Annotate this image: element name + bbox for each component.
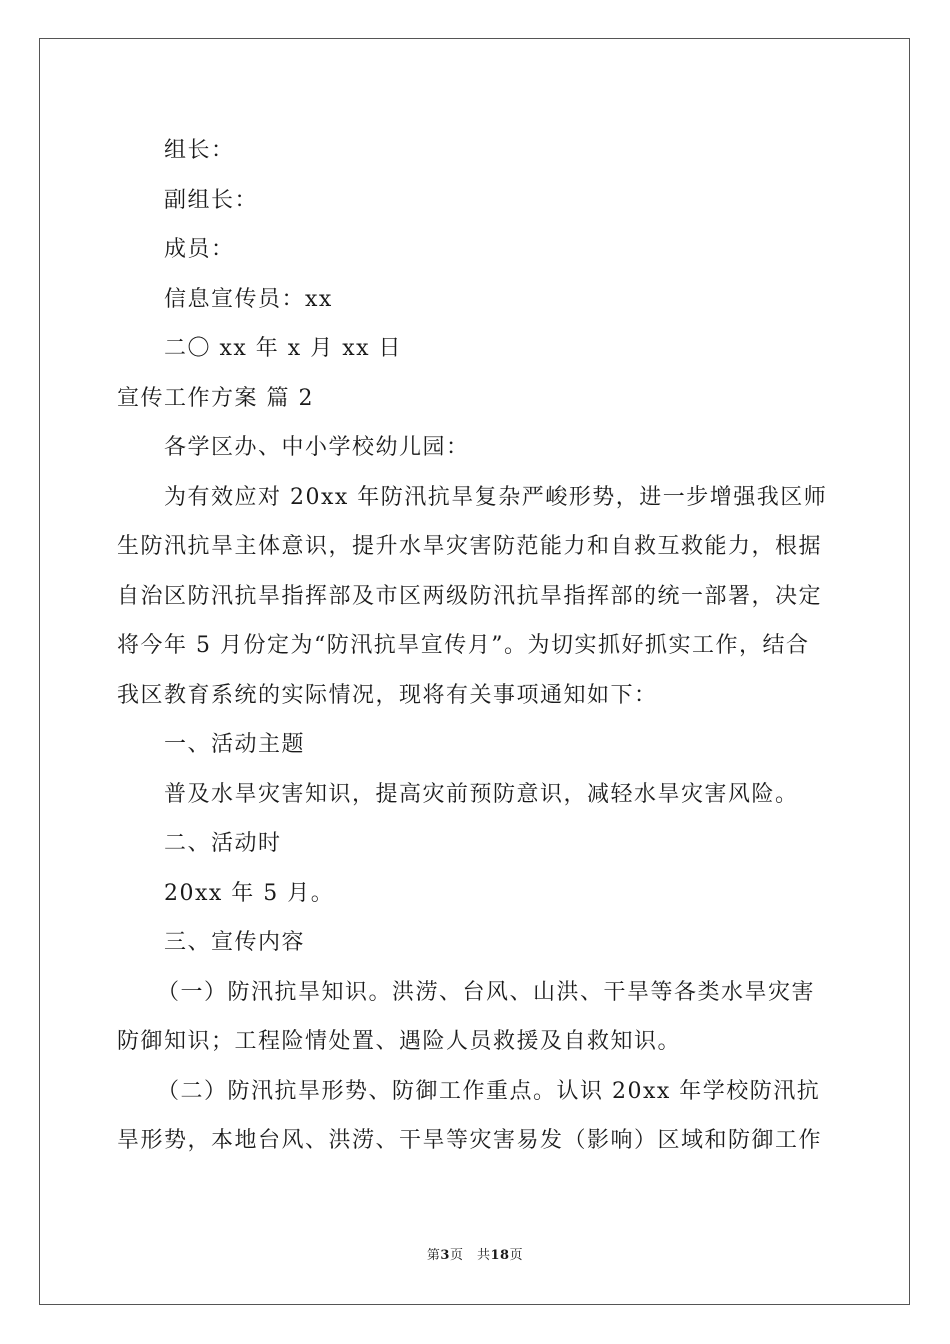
paragraph-line: （一）防汛抗旱知识。洪涝、台风、山洪、干旱等各类水旱灾害 [157, 979, 816, 1005]
footer-prefix: 第 [426, 1248, 441, 1263]
footer-page-current: 3 [440, 1248, 450, 1263]
paragraph-line: 为有效应对 20xx 年防汛抗旱复杂严峻形势，进一步增强我区师 [164, 484, 828, 510]
text-line-leader: 组长： [164, 138, 235, 163]
subheading-content: 三、宣传内容 [164, 930, 306, 955]
paragraph-line: 我区教育系统的实际情况，现将有关事项通知如下： [117, 682, 658, 708]
paragraph-line: （二）防汛抗旱形势、防御工作重点。认识 20xx 年学校防汛抗 [157, 1078, 821, 1104]
text-line-members: 成员： [164, 237, 235, 262]
footer-page-total: 18 [490, 1248, 510, 1263]
page-footer [0, 1244, 950, 1263]
document-body [117, 126, 837, 1166]
text-line-date: 二〇 xx 年 x 月 xx 日 [164, 336, 402, 361]
text-line-publicist: 信息宣传员：xx [164, 286, 333, 312]
paragraph-line: 防御知识；工程险情处置、遇险人员救援及自救知识。 [117, 1029, 682, 1054]
text-line-deputy-leader: 副组长： [164, 187, 259, 213]
paragraph-line: 普及水旱灾害知识，提高灾前预防意识，减轻水旱灾害风险。 [164, 781, 799, 807]
text-line-addressee: 各学区办、中小学校幼儿园： [164, 435, 470, 460]
section-heading: 宣传工作方案 篇 2 [117, 385, 314, 411]
paragraph-line: 自治区防汛抗旱指挥部及市区两级防汛抗旱指挥部的统一部署，决定 [117, 583, 823, 609]
paragraph-line: 生防汛抗旱主体意识，提升水旱灾害防范能力和自救互救能力，根据 [117, 534, 823, 559]
footer-mid: 页 共 [449, 1248, 491, 1263]
paragraph-line: 旱形势，本地台风、洪涝、干旱等灾害易发（影响）区域和防御工作 [117, 1128, 823, 1153]
subheading-theme: 一、活动主题 [164, 732, 306, 757]
footer-suffix: 页 [509, 1248, 524, 1263]
paragraph-line: 将今年 5 月份定为“防汛抗旱宣传月”。为切实抓好抓实工作，结合 [117, 633, 810, 658]
subheading-time: 二、活动时 [164, 831, 282, 856]
paragraph-line: 20xx 年 5 月。 [164, 880, 335, 906]
